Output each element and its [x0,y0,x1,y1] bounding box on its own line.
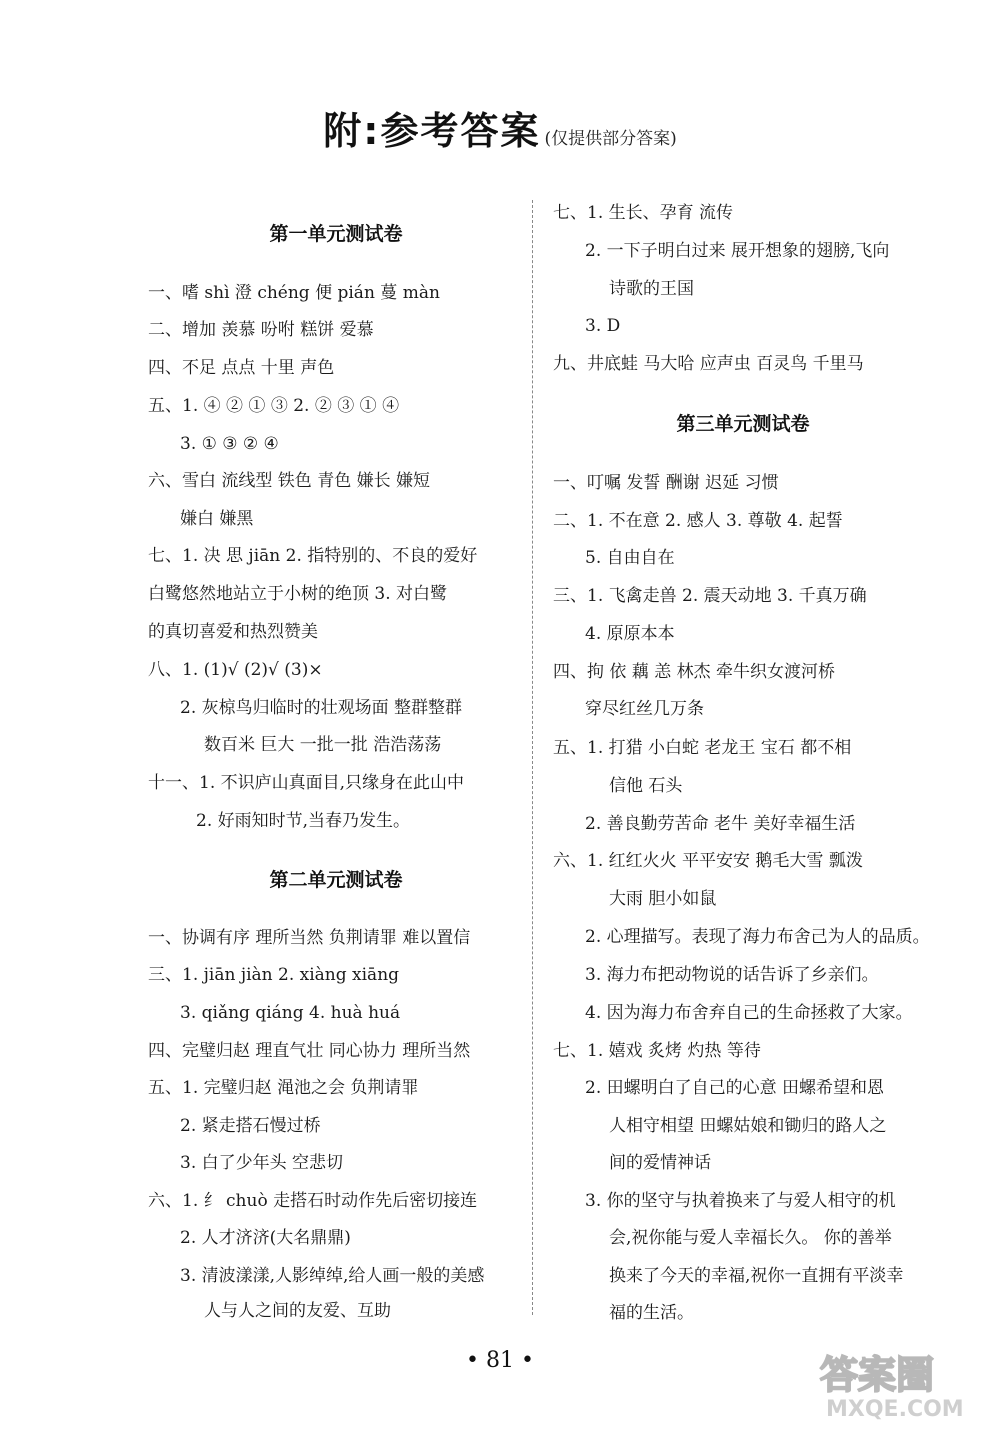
answer-line: 四、拘 依 藕 恙 林杰 牵牛织女渡河桥 [553,662,836,682]
answer-line: 三、1. 飞禽走兽 2. 震天动地 3. 千真万确 [553,586,867,606]
answer-line: 二、增加 羡慕 吩咐 糕饼 爱慕 [148,320,374,340]
watermark-logo [816,1342,986,1422]
page-number: • 81 • [466,1348,534,1373]
answer-line: 2. 善良勤劳苦命 老牛 美好幸福生活 [585,814,856,834]
answer-line: 诗歌的王国 [609,279,694,299]
answer-line: 四、完璧归赵 理直气壮 同心协力 理所当然 [148,1041,471,1061]
answer-line: 3. 白了少年头 空悲切 [180,1153,344,1173]
answer-line: 三、1. jiān jiàn 2. xiàng xiāng [148,965,400,985]
answer-line: 七、1. 决 思 jiān 2. 指特别的、不良的爱好 [148,546,478,566]
answer-line: 的真切喜爱和热烈赞美 [148,622,318,642]
answer-line: 六、1. 红红火火 平平安安 鹅毛大雪 瓢泼 [553,851,863,871]
answer-line: 间的爱情神话 [609,1153,711,1173]
answer-line: 六、1. 纟 chuò 走搭石时动作先后密切接连 [148,1191,478,1211]
answer-line: 七、1. 生长、孕育 流传 [553,203,734,223]
answer-line: 白鹭悠然地站立于小树的绝顶 3. 对白鹭 [148,584,448,604]
answer-line: 3. 你的坚守与执着换来了与爱人相守的机 [585,1191,896,1211]
answer-line: 2. 田螺明白了自己的心意 田螺希望和恩 [585,1078,885,1098]
answer-line: 2. 一下子明白过来 展开想象的翅膀,飞向 [585,241,890,261]
answer-line: 穿尽红丝几万条 [585,699,704,719]
answer-line: 大雨 胆小如鼠 [609,889,717,909]
answer-line: 3. D [585,316,621,336]
answer-line: 数百米 巨大 一批一批 浩浩荡荡 [204,735,442,755]
answer-line: 2. 好雨知时节,当春乃发生。 [196,811,411,831]
answer-line: 六、雪白 流线型 铁色 青色 嫌长 嫌短 [148,471,431,491]
answer-line: 二、1. 不在意 2. 感人 3. 尊敬 4. 起誓 [553,511,843,531]
answer-line: 3. 海力布把动物说的话告诉了乡亲们。 [585,965,879,985]
answer-line: 2. 灰椋鸟归临时的壮观场面 整群整群 [180,698,463,718]
unit2-heading: 第二单元测试卷 [269,869,403,891]
answer-line: 一、嗜 shì 澄 chéng 便 pián 蔓 màn [148,283,440,303]
answer-line: 换来了今天的幸福,祝你一直拥有平淡幸 [609,1266,904,1286]
answer-line: 4. 因为海力布舍弃自己的生命拯救了大家。 [585,1003,913,1023]
answer-line: 5. 自由自在 [585,548,675,568]
answer-line: 十一、1. 不识庐山真面目,只缘身在此山中 [148,773,465,793]
page-title [0,100,1000,155]
answer-line: 3. qiǎng qiáng 4. huà huá [180,1003,401,1023]
title-main: 附:参考答案 [323,109,541,153]
answer-line: 会,祝你能与爱人幸福长久。 你的善举 [609,1228,892,1248]
answer-line: 五、1. ④ ② ① ③ 2. ② ③ ① ④ [148,396,400,416]
answer-line: 2. 心理描写。表现了海力布舍己为人的品质。 [585,927,930,947]
answer-line: 五、1. 打猎 小白蛇 老龙王 宝石 都不相 [553,738,852,758]
column-divider [532,200,533,1315]
watermark-url: MXQE.COM [826,1397,964,1422]
answer-line: 四、不足 点点 十里 声色 [148,358,335,378]
answer-line: 七、1. 嬉戏 炙烤 灼热 等待 [553,1041,761,1061]
unit1-heading: 第一单元测试卷 [269,223,403,245]
answer-line: 信他 石头 [609,776,683,796]
unit3-heading: 第三单元测试卷 [676,413,810,435]
answer-line: 一、协调有序 理所当然 负荆请罪 难以置信 [148,928,471,948]
answer-line: 人与人之间的友爱、互助 [204,1301,391,1321]
answer-line: 3. ① ③ ② ④ [180,434,279,454]
title-subtitle: (仅提供部分答案) [544,129,677,149]
answer-line: 九、井底蛙 马大哈 应声虫 百灵鸟 千里马 [553,354,864,374]
answer-line: 3. 清波漾漾,人影绰绰,给人画一般的美感 [180,1266,485,1286]
answer-line: 人相守相望 田螺姑娘和锄归的路人之 [609,1116,887,1136]
answer-line: 五、1. 完璧归赵 渑池之会 负荆请罪 [148,1078,419,1098]
watermark-text: 答案圈 [820,1353,935,1397]
answer-line: 八、1. (1)√ (2)√ (3)× [148,660,323,680]
answer-line: 嫌白 嫌黑 [180,509,254,529]
answer-line: 4. 原原本本 [585,624,675,644]
answer-line: 2. 紧走搭石慢过桥 [180,1116,321,1136]
answer-line: 福的生活。 [609,1303,694,1323]
answer-line: 一、叮嘱 发誓 酬谢 迟延 习惯 [553,473,779,493]
answer-line: 2. 人才济济(大名鼎鼎) [180,1228,351,1248]
